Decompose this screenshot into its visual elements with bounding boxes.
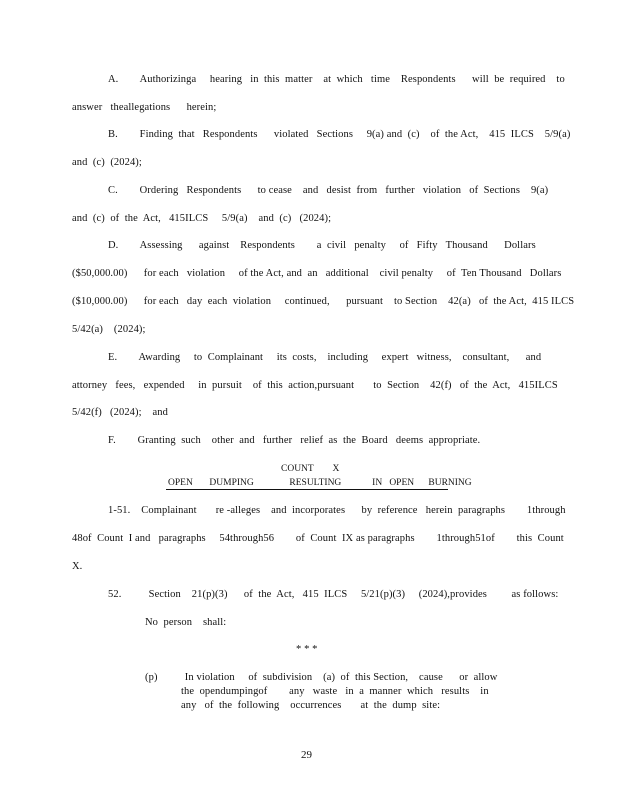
prayer-e-line1: E. Awarding to Complainant its costs, including expert witness, consultant, and (108, 352, 542, 363)
prayer-e-line3: 5/42(f) (2024); and (72, 407, 169, 418)
prayer-a-line1: A. Authorizinga hearing in this matter at which time Respondents will be required to (108, 74, 565, 85)
prayer-a-line2: answer theallegations herein; (72, 102, 217, 113)
para-1-51-line1: 1-51. Complainant re -alleges and incorporates by reference herein paragraphs 1through (108, 505, 566, 516)
count-heading-subtitle: OPEN DUMPING RESULTING IN OPEN BURNING (168, 478, 472, 488)
prayer-c-line1: C. Ordering Respondents to cease and desist from further violation of Sections 9(a) (108, 185, 549, 196)
para-1-51-line2: 48of Count I and paragraphs 54through56 of Count IX as paragraphs 1through51of this Count (72, 533, 564, 544)
heading-underline (166, 489, 448, 490)
para-52-line1: 52. Section 21(p)(3) of the Act, 415 ILCS 5/21(p)(3) (2024),provides as follows: (108, 589, 559, 600)
prayer-b-line2: and (c) (2024); (72, 157, 142, 168)
prayer-b-line1: B. Finding that Respondents violated Sections 9(a) and (c) of the Act, 415 ILCS 5/9(a) (108, 129, 571, 140)
para-1-51-line3: X. (72, 561, 83, 572)
prayer-d-line1: D. Assessing against Respondents a civil penalty of Fifty Thousand Dollars (108, 240, 536, 251)
section-break-stars: * * * (296, 644, 318, 655)
prayer-c-line2: and (c) of the Act, 415ILCS 5/9(a) and (c) (2024); (72, 213, 332, 224)
quote-line3: any of the following occurrences at the dump site: (181, 700, 441, 711)
prayer-d-line4: 5/42(a) (2024); (72, 324, 146, 335)
prayer-d-line3: ($10,000.00) for each day each violation continued, pursuant to Section 42(a) of the Act, 415 ILCS (72, 296, 575, 307)
quote-line1: (p) In violation of subdivision (a) of this Section, cause or allow (145, 672, 498, 683)
page-number: 29 (301, 749, 312, 761)
para-52-line2: No person shall: (145, 617, 227, 628)
count-heading-title: COUNT X (281, 464, 340, 474)
prayer-e-line2: attorney fees, expended in pursuit of this action,pursuant to Section 42(f) of the Act, 415ILCS (72, 380, 558, 391)
prayer-d-line2: ($50,000.00) for each violation of the Act, and an additional civil penalty of Ten Thousand Dollars (72, 268, 562, 279)
quote-line2: the opendumpingof any waste in a manner which results in (181, 686, 489, 697)
prayer-f-line1: F. Granting such other and further relief as the Board deems appropriate. (108, 435, 481, 446)
